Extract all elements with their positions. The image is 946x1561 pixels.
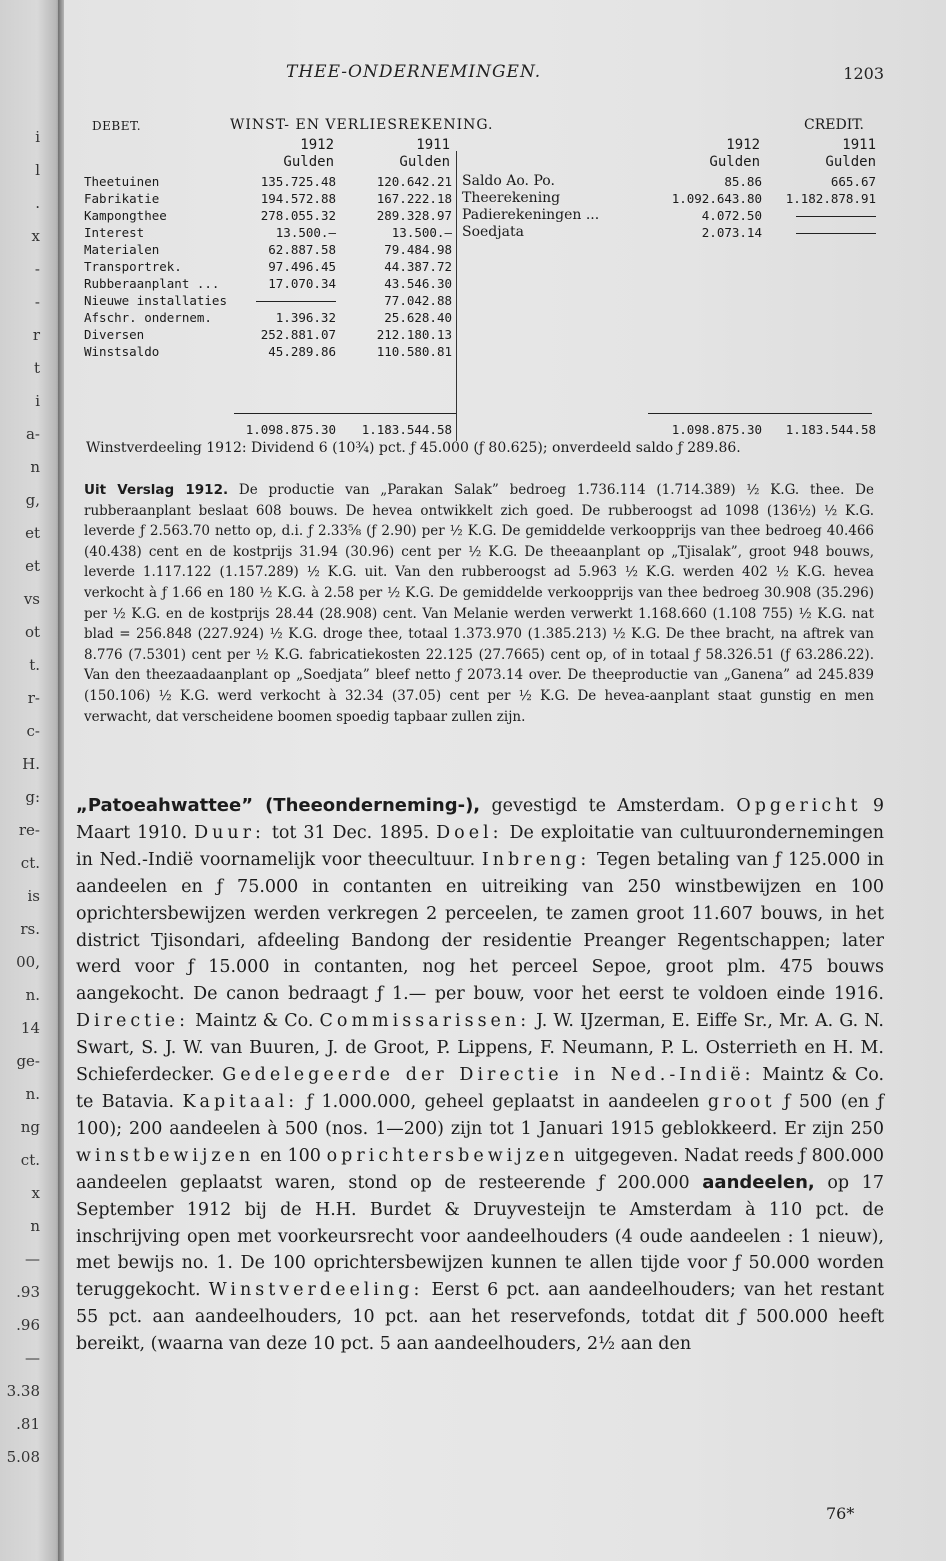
previous-page-fragment: H.	[22, 755, 40, 773]
credit-total-rule	[648, 413, 872, 414]
profit-distribution-note: Winstverdeeling 1912: Dividend 6 (10¾) pct. ƒ 45.000 (ƒ 80.625); onverdeeld saldo ƒ 289.86.	[86, 440, 741, 456]
value-1912: 45.289.86	[268, 344, 336, 359]
previous-page-fragment: i	[35, 392, 40, 410]
nil-dash	[796, 233, 876, 234]
row-label: Rubberaanplant ...	[84, 276, 220, 291]
previous-page-fragment: ct.	[20, 854, 40, 872]
row-label: Fabrikatie	[84, 191, 160, 206]
value-1911: 43.546.30	[384, 276, 452, 291]
debit-row	[84, 326, 456, 343]
row-label: Diversen	[84, 327, 145, 342]
value-1911: 110.580.81	[376, 344, 452, 359]
report-lead: Uit Verslag 1912.	[84, 482, 229, 498]
row-label: Padierekeningen ...	[462, 207, 600, 223]
previous-page-fragment: —	[25, 1349, 40, 1367]
value-1912: 252.881.07	[260, 327, 336, 342]
debit-year-1911: 1911	[416, 137, 450, 153]
entry-text: De exploitatie van cultuurondernemingen in Ned.-Indië voornamelijk voor theecultuur.	[76, 822, 884, 870]
debit-currency-1912: Gulden	[283, 154, 334, 170]
debit-total-rule	[234, 413, 456, 414]
debit-row	[84, 207, 456, 224]
previous-page-fragment: 3.38	[6, 1382, 40, 1400]
previous-page-fragment: .	[35, 194, 40, 212]
previous-page-fragment: is	[27, 887, 40, 905]
entry-text: uitgegeven. Nadat reeds ƒ 800.000 aandeelen geplaatst waren, stond op de resteerende ƒ 200.000	[76, 1145, 884, 1193]
entry-text: 9 Maart 1910.	[76, 796, 884, 843]
entry-text: tot 31 Dec. 1895.	[264, 822, 437, 843]
page-number: 1203	[843, 64, 884, 83]
company-entry	[76, 793, 884, 1358]
credit-total-1912: 1.098.875.30	[671, 422, 762, 437]
value-1911: 79.484.98	[384, 242, 452, 257]
previous-page-fragment: ng	[20, 1118, 40, 1136]
previous-page-fragment: 14	[20, 1019, 40, 1037]
previous-page-fragment: vs	[23, 590, 40, 608]
credit-label: CREDIT.	[804, 117, 864, 133]
value-1911: 120.642.21	[376, 174, 452, 189]
value-1912: 194.572.88	[260, 191, 336, 206]
debit-total-1911: 1.183.544.58	[361, 422, 452, 437]
previous-page-fragment: n	[30, 1217, 40, 1235]
value-1911: 77.042.88	[384, 293, 452, 308]
previous-page-fragment: ot	[24, 623, 40, 641]
value-1912: 62.887.58	[268, 242, 336, 257]
entry-text: Maintz & Co.	[189, 1011, 320, 1032]
credit-total-1911: 1.183.544.58	[785, 422, 876, 437]
row-label: Materialen	[84, 242, 160, 257]
row-label: Nieuwe installaties	[84, 293, 227, 308]
previous-page-fragment: n.	[25, 1085, 40, 1103]
credit-currency-1912: Gulden	[709, 154, 760, 170]
account-title: WINST- EN VERLIESREKENING.	[230, 117, 494, 133]
previous-page-edge	[0, 0, 62, 1561]
previous-page-fragment: n	[30, 458, 40, 476]
debit-total-row	[84, 421, 456, 438]
entry-text: ƒ 500 (en ƒ 100); 200 aandeelen à 500 (nos. 1—200) zijn tot 1 Januari 1915 geblokkeerd. Er zijn 250	[76, 1091, 884, 1139]
value-1912: 1.396.32	[275, 310, 336, 325]
label-kapitaal: Kapitaal:	[182, 1091, 299, 1112]
previous-page-fragment: r	[32, 326, 40, 344]
row-label: Saldo Ao. Po.	[462, 173, 555, 189]
label-winstverdeeling: Winstverdeeling:	[208, 1280, 424, 1301]
previous-page-fragment: a-	[25, 425, 40, 443]
row-label: Winstsaldo	[84, 344, 160, 359]
value-1912: 17.070.34	[268, 276, 336, 291]
previous-page-fragment: 00,	[16, 953, 40, 971]
label-doel: Doel:	[436, 822, 503, 843]
previous-page-fragment: -	[34, 293, 40, 311]
value-1911: 289.328.97	[376, 208, 452, 223]
report-text: De productie van „Parakan Salak” bedroeg 1.736.114 (1.714.389) ½ K.G. thee. De rubberaanplant beslaat 608 bouws. De hevea ontwikkelt zich goed. De rubberoogst ad 1098 (136½) ½ K.G. leverde ƒ 2.563.70 netto op, d.i. ƒ 2.33⅝ (ƒ 2.90) per ½ K.G. De gemiddelde verkoopprijs van thee bedroeg 40.466 (40.438) cent en de kostprijs 31.94 (30.96) cent per ½ K.G. De theeaanplant op „Tjisalak”, groot 948 bouws, leverde 1.117.122 (1.157.289) ½ K.G. uit. Van den rubberoogst ad 5.963 ½ K.G. werden 402 ½ K.G. hevea verkocht à ƒ 1.66 en 180 ½ K.G. à 2.58 per ½ K.G. De gemiddelde verkoopprijs van thee bedroeg 30.908 (35.296) per ½ K.G. en de kostprijs 28.44 (28.908) cent. Van Melanie werden verwerkt 1.168.660 (1.108 755) ½ K.G. nat blad = 256.848 (227.924) ½ K.G. droge thee, totaal 1.373.970 (1.385.213) ½ K.G. De thee bracht, na aftrek van 8.776 (7.5301) cent per ½ K.G. fabricatiekosten 22.125 (27.7665) cent op, of in totaal ƒ 58.326.51 (ƒ 63.286.22). Van den theezaadaanplant op „Soedjata” bleef netto ƒ 2073.14 over. De theeproductie van „Ganena” ad 245.839 (150.106) ½ K.G. werd verkocht à 32.34 (37.05) cent per ½ K.G. De hevea-aanplant staat gunstig en men verwacht, dat verscheidene boomen spoedig tapbaar zullen zijn.	[84, 482, 875, 725]
previous-page-fragment: rs.	[20, 920, 40, 938]
previous-page-fragment: .93	[16, 1283, 40, 1301]
previous-page-fragment: ct.	[20, 1151, 40, 1169]
aandeelen-bold: aandeelen,	[702, 1171, 815, 1193]
running-head: THEE-ONDERNEMINGEN.	[286, 62, 542, 82]
previous-page-fragment: n.	[25, 986, 40, 1004]
label-duur: Duur:	[194, 822, 265, 843]
label-commissarissen: Commissarissen:	[319, 1011, 531, 1032]
debit-row	[84, 241, 456, 258]
credit-currency-1911: Gulden	[825, 154, 876, 170]
value-1912	[234, 292, 336, 309]
debit-total-1912: 1.098.875.30	[245, 422, 336, 437]
debet-label: DEBET.	[92, 119, 142, 133]
label-opgericht: Opgericht	[736, 796, 862, 816]
value-1912: 1.092.643.80	[671, 191, 762, 206]
credit-row	[462, 224, 882, 241]
previous-page-fragment: .96	[16, 1316, 40, 1334]
value-1912: 13.500.—	[275, 225, 336, 240]
previous-page-fragment: re-	[18, 821, 40, 839]
value-1911: 665.67	[830, 174, 876, 189]
value-1912: 278.055.32	[260, 208, 336, 223]
value-1911	[768, 207, 876, 224]
label-inbreng: Inbreng:	[481, 849, 591, 870]
previous-page-fragment: c-	[26, 722, 40, 740]
nil-dash	[256, 301, 336, 302]
previous-page-fragment: g:	[25, 788, 40, 806]
label-gedelegeerde: Gedelegeerde der Directie in Ned.-Indië:	[222, 1065, 755, 1086]
debit-row	[84, 309, 456, 326]
row-label: Theerekening	[462, 190, 561, 206]
previous-page-fragment: ge-	[16, 1052, 40, 1070]
debit-row	[84, 275, 456, 292]
value-1912: 85.86	[724, 174, 762, 189]
entry-text: J. W. IJzerman, E. Eiffe Sr., Mr. A. G. N. Swart, S. J. W. van Buuren, J. de Groot, P. Lippens, F. Neumann, P. L. Osterrieth en H. M. Schieferdecker.	[76, 1011, 884, 1086]
credit-row	[462, 190, 882, 207]
previous-page-fragment: -	[34, 260, 40, 278]
value-1912: 2.073.14	[701, 225, 762, 240]
credit-row	[462, 173, 882, 190]
value-1911: 44.387.72	[384, 259, 452, 274]
previous-page-fragment: et	[25, 557, 40, 575]
value-1912: 4.072.50	[701, 208, 762, 223]
value-1911: 25.628.40	[384, 310, 452, 325]
previous-page-fragment: t	[33, 359, 40, 377]
previous-page-fragment: l	[35, 161, 40, 179]
value-1911: 1.182.878.91	[785, 191, 876, 206]
row-label: Afschr. ondernem.	[84, 310, 212, 325]
entry-text: gevestigd te Amsterdam.	[480, 796, 737, 816]
debit-row	[84, 224, 456, 241]
debit-row	[84, 292, 456, 309]
entry-text: Maintz & Co. te Batavia.	[76, 1065, 885, 1112]
entry-text: op 17 September 1912 bij de H.H. Burdet & Druyvesteijn te Amsterdam à 110 pct. de inschrijving open met voorkeursrecht voor aandeelhouders (4 oude aandeelen : 1 nieuw), met bewijs no. 1. De 100 oprichtersbewijzen kunnen te allen tijde voor ƒ 50.000 worden teruggekocht.	[76, 1172, 884, 1301]
previous-page-fragment: .81	[16, 1415, 40, 1433]
previous-page-fragment: t.	[29, 656, 40, 674]
label-oprichtersbewijzen: oprichtersbewijzen	[326, 1145, 569, 1166]
previous-page-fragment: x	[31, 227, 40, 245]
value-1912: 97.496.45	[268, 259, 336, 274]
credit-total-row	[462, 421, 882, 438]
value-1912: 135.725.48	[260, 174, 336, 189]
previous-page-fragment: g,	[25, 491, 40, 509]
entry-text: en 100	[254, 1145, 327, 1166]
credit-year-1911: 1911	[842, 137, 876, 153]
debit-currency-1911: Gulden	[399, 154, 450, 170]
row-label: Kampongthee	[84, 208, 167, 223]
nil-dash	[796, 216, 876, 217]
value-1911: 13.500.—	[391, 225, 452, 240]
previous-page-fragment: et	[25, 524, 40, 542]
previous-page-fragment: —	[25, 1250, 40, 1268]
value-1911	[768, 224, 876, 241]
label-directie: Directie:	[76, 1011, 190, 1032]
entry-text: Tegen betaling van ƒ 125.000 in aandeelen en ƒ 75.000 in contanten en uitreiking van 250 winstbewijzen en 100 oprichtersbewijzen werden verkregen 2 perceelen, te zamen groot 11.607 bouws, in het district Tjisondari, afdeeling Bandong der residentie Preanger Regentschappen; later werd voor ƒ 15.000 in contanten, nog het perceel Sepoe, groot plm. 475 bouws aangekocht. De canon bedraagt ƒ 1.— per bouw, voor het eerst te voldoen einde 1916.	[76, 849, 884, 1005]
value-1911: 212.180.13	[376, 327, 452, 342]
credit-row	[462, 207, 882, 224]
previous-page-fragment: i	[35, 128, 40, 146]
previous-page-fragment: 5.08	[6, 1448, 40, 1466]
row-label: Transportrek.	[84, 259, 182, 274]
account-divider	[456, 151, 457, 441]
debit-year-1912: 1912	[300, 137, 334, 153]
annual-report-paragraph	[84, 480, 874, 727]
label-winstbewijzen: winstbewijzen	[76, 1145, 255, 1166]
entry-text: Eerst 6 pct. aan aandeelhouders; van het restant 55 pct. aan aandeelhouders, 10 pct. aan het reservefonds, totdat dit ƒ 500.000 heeft bereikt, (waarna van deze 10 pct. 5 aan aandeelhouders, 2½ aan den	[76, 1280, 884, 1355]
debit-row	[84, 173, 456, 190]
entry-text: ƒ 1.000.000, geheel geplaatst in aandeelen	[298, 1091, 708, 1112]
value-1911: 167.222.18	[376, 191, 452, 206]
previous-page-fragment: r-	[27, 689, 40, 707]
company-name: „Patoeahwattee” (Theeonderneming-),	[76, 795, 481, 816]
debit-row	[84, 190, 456, 207]
debit-row	[84, 258, 456, 275]
previous-page-fragment: x	[31, 1184, 40, 1202]
page	[64, 0, 946, 1561]
debit-row	[84, 343, 456, 360]
row-label: Theetuinen	[84, 174, 160, 189]
credit-year-1912: 1912	[726, 137, 760, 153]
row-label: Soedjata	[462, 224, 524, 240]
label-groot: groot	[707, 1091, 776, 1112]
signature-mark: 76*	[826, 1504, 855, 1523]
row-label: Interest	[84, 225, 145, 240]
